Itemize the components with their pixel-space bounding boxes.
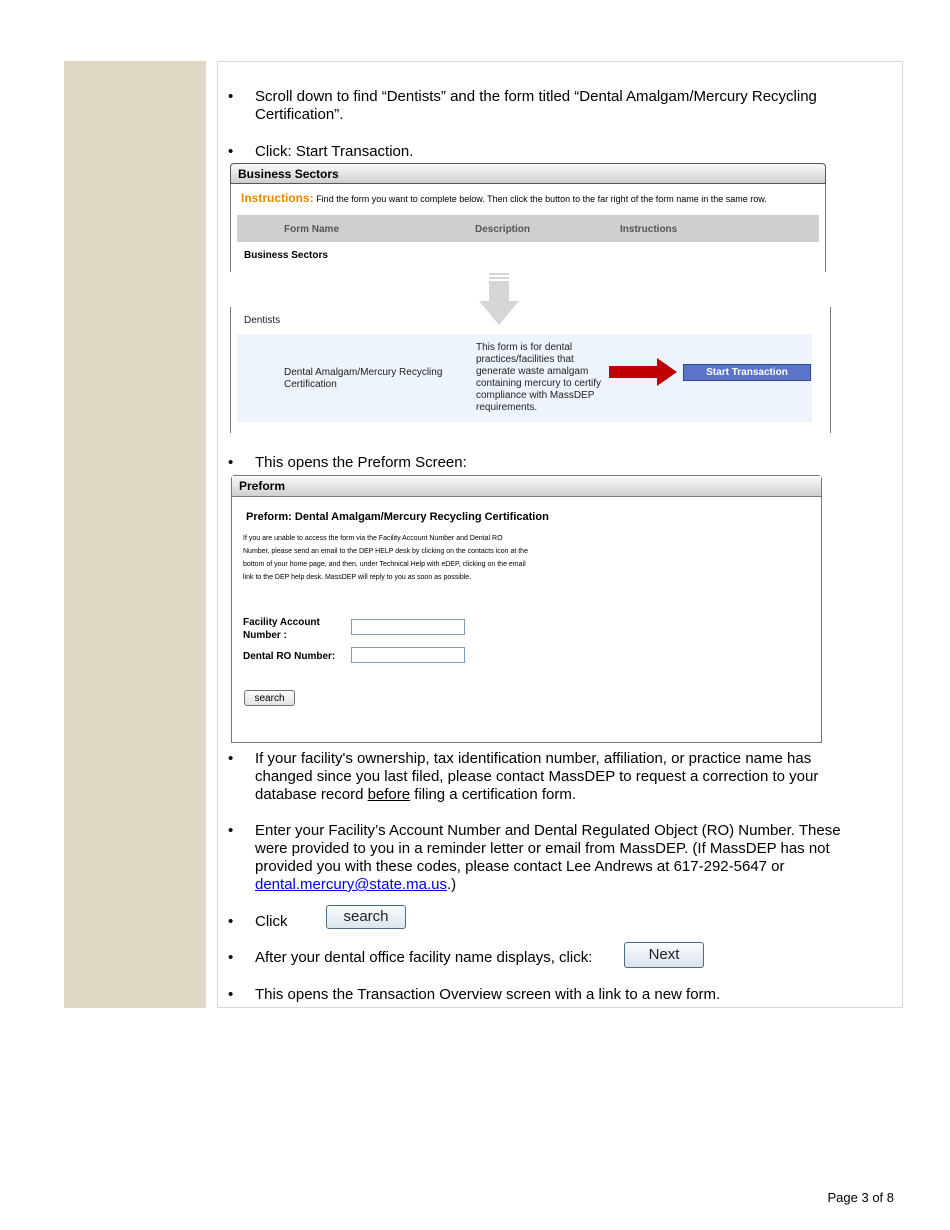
column-header-form-name: Form Name: [284, 224, 340, 235]
facility-account-input[interactable]: [351, 619, 465, 635]
text-line: Certification: [284, 379, 337, 390]
facility-account-label: [243, 616, 320, 642]
text-line: Enter your Facility’s Account Number and Dental Regulated Object (RO) Number. These: [255, 822, 841, 839]
panel-border: [230, 307, 231, 433]
text-line: changed since you last filed, please contact MassDEP to request a correction to your: [255, 768, 819, 785]
text-line: Number :: [243, 630, 287, 641]
sidebar-band: [64, 61, 206, 1008]
category-dentists: Dentists: [244, 315, 281, 326]
text-segment: database record: [255, 786, 368, 803]
instruction-next: After your dental office facility name displays, click:: [255, 949, 593, 966]
email-link[interactable]: dental.mercury@state.ma.us: [255, 876, 447, 893]
bullet-marker: •: [228, 454, 234, 471]
table-header: [237, 215, 819, 242]
bullet-marker: •: [228, 750, 234, 767]
panel-border: [830, 307, 831, 433]
next-button-image[interactable]: Next: [624, 942, 704, 968]
dental-ro-input[interactable]: [351, 647, 465, 663]
text-line: provided you with these codes, please contact Lee Andrews at 617-292-5647 or: [255, 858, 785, 875]
panel-header: Preform: [232, 476, 821, 497]
text-line: Facility Account: [243, 617, 320, 628]
instructions-line: [241, 191, 767, 205]
table-row: [237, 334, 812, 422]
business-sectors-screenshot: [230, 163, 826, 433]
text-line: Dental Amalgam/Mercury Recycling: [284, 367, 443, 378]
instruction-start-transaction: Click: Start Transaction.: [255, 143, 414, 160]
start-transaction-button[interactable]: Start Transaction: [683, 364, 811, 381]
bullet-marker: •: [228, 822, 234, 839]
page-number: Page 3 of 8: [827, 1190, 894, 1205]
panel-border: [230, 184, 231, 272]
bullet-marker: •: [228, 949, 234, 966]
red-arrow-icon: [609, 358, 677, 386]
search-button-image[interactable]: search: [326, 905, 406, 929]
text-line: [255, 876, 841, 894]
emphasis-before: before: [367, 786, 411, 803]
preform-screenshot: [231, 475, 822, 743]
column-header-instructions: Instructions: [620, 224, 678, 235]
instruction-scroll: [255, 88, 817, 124]
dental-ro-label: Dental RO Number:: [243, 651, 336, 662]
form-description: This form is for dental practices/facilities that generate waste amalgam containing mercury to certify compliance with MassDEP requirements.: [476, 342, 602, 413]
scroll-down-arrow-icon: [478, 271, 520, 327]
instruction-preform: This opens the Preform Screen:: [255, 454, 467, 471]
bullet-marker: •: [228, 986, 234, 1003]
text-segment: .): [446, 876, 457, 893]
panel-border: [825, 184, 826, 272]
column-header-description: Description: [475, 224, 531, 235]
text-line: If your facility's ownership, tax identification number, affiliation, or practice name has: [255, 750, 812, 767]
text-line: Certification”.: [255, 106, 344, 123]
instructions-text: Find the form you want to complete below. Then click the button to the far right of the form name in the same row.: [316, 194, 767, 204]
instruction-transaction-overview: This opens the Transaction Overview screen with a link to a new form.: [255, 986, 721, 1003]
panel-header: Business Sectors: [230, 163, 826, 184]
text-line: were provided to you in a reminder letter or email from MassDEP. (If MassDEP has not: [255, 840, 830, 857]
bullet-marker: •: [228, 143, 234, 160]
text-line: [255, 786, 818, 804]
preform-search-button[interactable]: search: [244, 690, 295, 706]
preform-help-text: If you are unable to access the form via the Facility Account Number and Dental RO Number, please send an email to the DEP HELP desk by clicking on the contacts icon at the bottom of your home page, and then, under Technical Help with eDEP, clicking on the email link to the DEP help desk. MassDEP will reply to you as soon as possible.: [243, 535, 528, 581]
text-segment: filing a certification form.: [410, 786, 577, 803]
preform-title: Preform: Dental Amalgam/Mercury Recycling Certification: [246, 511, 549, 523]
instruction-click: Click: [255, 913, 288, 930]
bullet-marker: •: [228, 88, 234, 105]
bullet-marker: •: [228, 913, 234, 930]
instruction-ownership-change: [255, 750, 818, 804]
section-label: Business Sectors: [244, 250, 328, 261]
instructions-label: Instructions:: [241, 191, 314, 205]
instruction-enter-numbers: [255, 822, 841, 894]
form-name: [284, 367, 454, 391]
text-line: Scroll down to find “Dentists” and the form titled “Dental Amalgam/Mercury Recycling: [255, 88, 817, 105]
